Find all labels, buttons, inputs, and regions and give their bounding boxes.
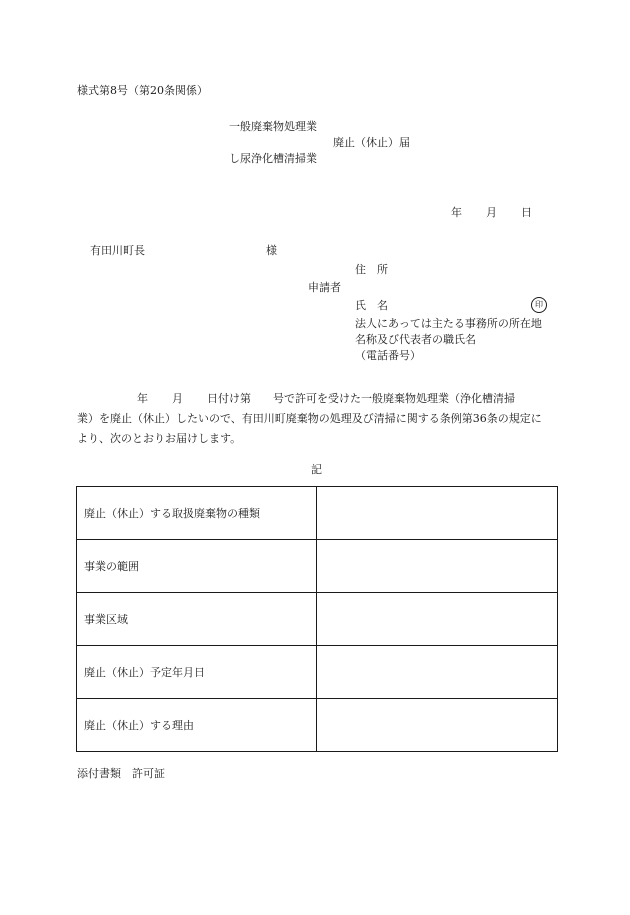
row-label: 事業区域 [77,593,317,646]
row-label: 事業の範囲 [77,540,317,593]
statement-year: 年 [137,392,148,405]
applicant-address-label: 住 所 [355,263,388,276]
table-row [77,646,558,699]
date-year: 年 [451,206,462,219]
form-number: 様式第8号（第20条関係） [77,84,208,97]
applicant-name-label: 氏 名 [355,299,388,312]
seal-mark: 印 [531,297,547,313]
table-row [77,699,558,752]
table-row [77,540,558,593]
table-row [77,487,558,540]
statement-permit-text: 号で許可を受けた一般廃棄物処理業（浄化槽清掃 [273,392,515,405]
statement-line-2: 業）を廃止（休止）したいので、有田川町廃棄物の処理及び清掃に関する条例第36条の規定に [77,412,542,425]
row-value-field[interactable] [317,699,558,752]
title-business-general: 一般廃棄物処理業 [229,120,317,133]
addressee-honorific: 様 [266,244,277,257]
statement-line-1 [77,389,557,409]
applicant-label: 申請者 [308,281,341,294]
row-label: 廃止（休止）予定年月日 [77,646,317,699]
row-value-field[interactable] [317,487,558,540]
applicant-phone: （電話番号） [355,349,421,362]
row-label: 廃止（休止）する取扱廃棄物の種類 [77,487,317,540]
section-heading: 記 [311,463,322,476]
date-day: 日 [521,206,532,219]
statement-month: 月 [172,392,183,405]
date-month: 月 [486,206,497,219]
addressee-name: 有田川町長 [90,244,145,257]
attachments: 添付書類 許可証 [77,767,165,780]
table-row [77,593,558,646]
statement-paragraph [77,389,557,449]
row-label: 廃止（休止）する理由 [77,699,317,752]
title-business-septic: し尿浄化槽清掃業 [229,152,317,165]
details-table [76,486,558,752]
title-notice: 廃止（休止）届 [333,136,410,149]
applicant-note-location: 法人にあっては主たる事務所の所在地 [355,317,542,330]
statement-line-3: より、次のとおりお届けします。 [77,432,242,445]
row-value-field[interactable] [317,593,558,646]
row-value-field[interactable] [317,646,558,699]
row-value-field[interactable] [317,540,558,593]
statement-day-number: 日付け第 [207,392,251,405]
applicant-note-name: 名称及び代表者の職氏名 [355,333,476,346]
